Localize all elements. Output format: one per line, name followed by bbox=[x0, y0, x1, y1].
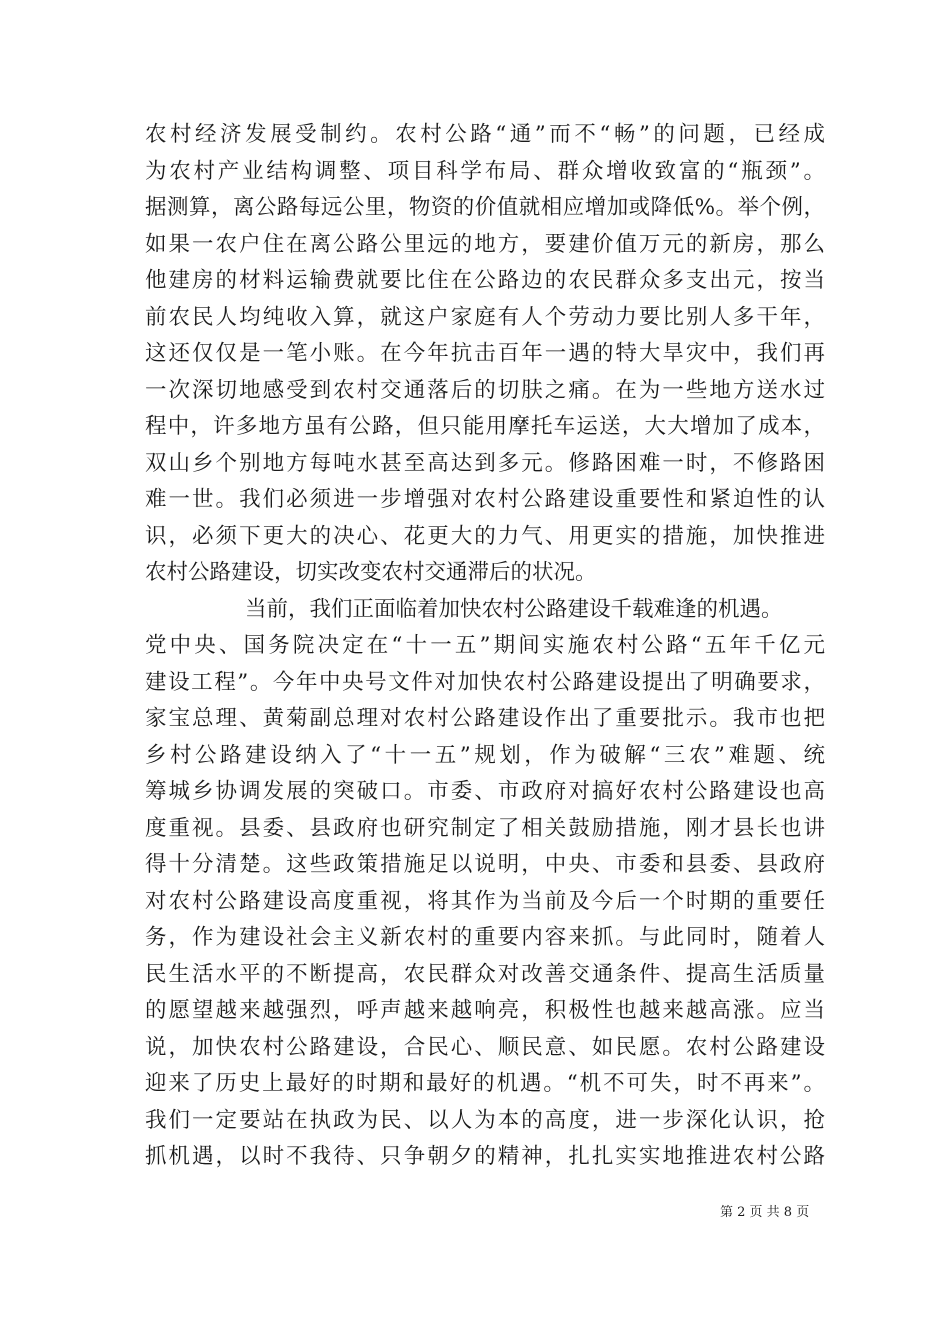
text-line: 迎来了历史上最好的时期和最好的机遇。“机不可失，时不再来”。 bbox=[145, 1071, 825, 1096]
text-line: 抓机遇，以时不我待、只争朝夕的精神，扎扎实实地推进农村公路 bbox=[145, 1144, 825, 1169]
text-line: 乡村公路建设纳入了“十一五”规划，作为破解“三农”难题、统 bbox=[145, 742, 825, 768]
text-line: 筹城乡协调发展的突破口。市委、市政府对搞好农村公路建设也高 bbox=[145, 779, 825, 804]
text-line: 我们一定要站在执政为民、以人为本的高度，进一步深化认识，抢 bbox=[145, 1107, 825, 1133]
text-line: 党中央、国务院决定在“十一五”期间实施农村公路“五年千亿元 bbox=[145, 633, 825, 658]
text-line: 民生活水平的不断提高，农民群众对改善交通条件、提高生活质量 bbox=[145, 961, 825, 987]
text-line: 他建房的材料运输费就要比住在公路边的农民群众多支出元，按当 bbox=[145, 268, 825, 293]
text-line: 识，必须下更大的决心、花更大的力气、用更实的措施，加快推进 bbox=[145, 523, 825, 549]
text-line: 双山乡个别地方每吨水甚至高达到多元。修路困难一时，不修路困 bbox=[145, 450, 825, 476]
text-line: 前农民人均纯收入算，就这户家庭有人个劳动力要比别人多干年， bbox=[145, 304, 825, 330]
text-line: 农村公路建设，切实改变农村交通滞后的状况。 bbox=[145, 560, 597, 585]
text-line: 据测算，离公路每远公里，物资的价值就相应增加或降低%。举个例， bbox=[145, 195, 825, 220]
text-line: 建设工程”。今年中央号文件对加快农村公路建设提出了明确要求， bbox=[145, 669, 825, 695]
text-line: 如果一农户住在离公路公里远的地方，要建价值万元的新房，那么 bbox=[145, 231, 825, 257]
text-line: 程中，许多地方虽有公路，但只能用摩托车运送，大大增加了成本， bbox=[145, 414, 825, 439]
text-line: 得十分清楚。这些政策措施足以说明，中央、市委和县委、县政府 bbox=[145, 852, 825, 877]
text-line: 的愿望越来越强烈，呼声越来越响亮，积极性也越来越高涨。应当 bbox=[145, 998, 825, 1023]
text-line: 农村经济发展受制约。农村公路“通”而不“畅”的问题，已经成 bbox=[145, 122, 825, 147]
text-line: 一次深切地感受到农村交通落后的切肤之痛。在为一些地方送水过 bbox=[145, 377, 825, 403]
text-line: 说，加快农村公路建设，合民心、顺民意、如民愿。农村公路建设 bbox=[145, 1034, 825, 1060]
text-line: 对农村公路建设高度重视，将其作为当前及今后一个时期的重要任 bbox=[145, 888, 825, 914]
paragraph-first-line: 当前，我们正面临着加快农村公路建设千载难逢的机遇。 bbox=[245, 596, 783, 622]
text-line: 为农村产业结构调整、项目科学布局、群众增收致富的“瓶颈”。 bbox=[145, 158, 825, 184]
page-number-footer: 第 2 页 共 8 页 bbox=[720, 1205, 810, 1220]
text-line: 难一世。我们必须进一步增强对农村公路建设重要性和紧迫性的认 bbox=[145, 487, 825, 512]
text-line: 务，作为建设社会主义新农村的重要内容来抓。与此同时，随着人 bbox=[145, 925, 825, 950]
text-line: 家宝总理、黄菊副总理对农村公路建设作出了重要批示。我市也把 bbox=[145, 706, 825, 731]
text-line: 这还仅仅是一笔小账。在今年抗击百年一遇的特大旱灾中，我们再 bbox=[145, 341, 825, 366]
text-line: 度重视。县委、县政府也研究制定了相关鼓励措施，刚才县长也讲 bbox=[145, 815, 825, 841]
